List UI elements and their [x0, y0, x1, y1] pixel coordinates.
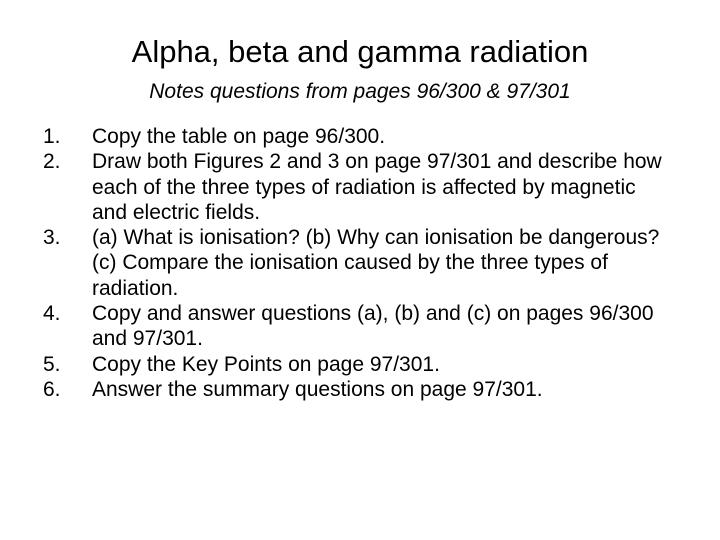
slide-subtitle: Notes questions from pages 96/300 & 97/301 — [149, 80, 571, 103]
item-text: Copy the Key Points on page 97/301. — [92, 352, 440, 376]
item-text: Draw both Figures 2 and 3 on page 97/301 and describe how each of the three types of radiation is affected by magnetic and electric fields. — [92, 150, 662, 224]
list-item — [43, 352, 673, 377]
item-number: 6. — [43, 377, 61, 401]
item-number: 5. — [43, 352, 61, 376]
list-item — [43, 301, 673, 352]
list-item — [43, 124, 673, 149]
item-number: 1. — [43, 125, 61, 148]
list-item — [43, 377, 673, 402]
item-text: Answer the summary questions on page 97/301. — [92, 377, 543, 401]
question-list — [43, 124, 673, 402]
item-text: Copy the table on page 96/300. — [92, 125, 386, 148]
list-item — [43, 225, 673, 301]
item-number: 4. — [43, 302, 61, 326]
slide-title: Alpha, beta and gamma radiation — [131, 34, 589, 69]
list-item — [43, 149, 673, 225]
item-text: (a) What is ionisation? (b) Why can ionisation be dangerous? (c) Compare the ionisation caused by the three types of radiation. — [92, 226, 660, 300]
item-number: 2. — [43, 150, 61, 174]
item-number: 3. — [43, 226, 61, 250]
item-text: Copy and answer questions (a), (b) and (c) on pages 96/300 and 97/301. — [92, 302, 654, 351]
